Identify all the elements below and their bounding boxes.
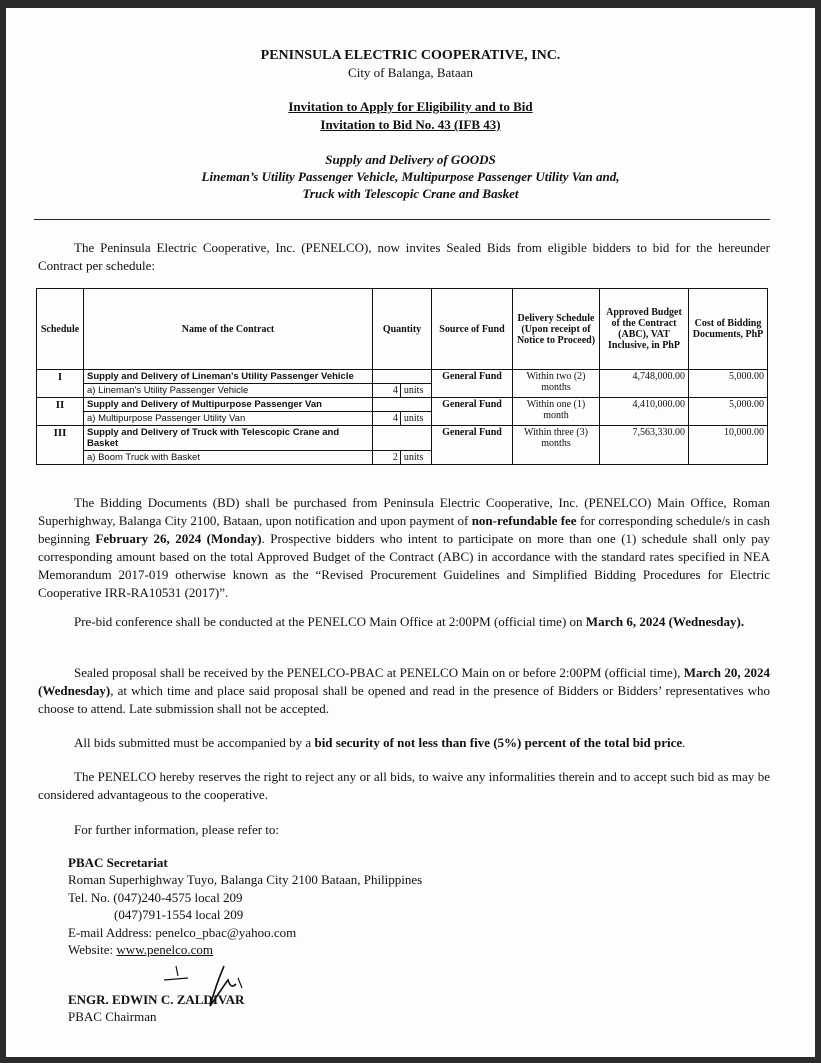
subject-line-2: Lineman’s Utility Passenger Vehicle, Multipurpose Passenger Utility Van and, — [201, 169, 620, 184]
item-unit: units — [400, 412, 431, 426]
invitation-number: Invitation to Bid No. 43 (IFB 43) — [320, 117, 501, 132]
contact-website-line — [68, 941, 422, 958]
header-quantity: Quantity — [373, 289, 432, 370]
further-info-paragraph: For further information, please refer to: — [74, 822, 280, 837]
organization-name: PENINSULA ELECTRIC COOPERATIVE, INC. — [260, 48, 561, 63]
empty-cell — [373, 370, 432, 384]
source-of-fund: General Fund — [432, 398, 513, 426]
bid-schedule-table — [36, 288, 768, 465]
item-unit: units — [400, 451, 431, 465]
header-abc: Approved Budget of the Contract (ABC), VAT Inclusive, in PhP — [600, 289, 689, 370]
empty-cell — [373, 398, 432, 412]
prebid-paragraph — [38, 613, 770, 631]
security-text-2: . — [682, 735, 686, 750]
header-source-of-fund: Source of Fund — [432, 289, 513, 370]
prebid-text: Pre-bid conference shall be conducted at the PENELCO Main Office at 2:00PM (official time) on — [74, 614, 586, 629]
contract-name: Supply and Delivery of Multipurpose Passenger Van — [84, 398, 373, 412]
website-link[interactable]: www.penelco.com — [116, 942, 214, 958]
signature-mark — [154, 958, 274, 1018]
contact-title: PBAC Secretariat — [68, 855, 168, 870]
subject-line-3: Truck with Telescopic Crane and Basket — [302, 186, 519, 201]
source-of-fund: General Fund — [432, 370, 513, 398]
sealed-text-2: , at which time and place said proposal shall be opened and read in the presence of Bidders or Bidders’ representatives who choose to attend. Late submission shall not be accepted. — [38, 683, 770, 716]
table-row — [37, 370, 768, 384]
item-quantity: 2 — [373, 451, 401, 465]
intro-paragraph: The Peninsula Electric Cooperative, Inc. (PENELCO), now invites Sealed Bids from eligible bidders to bid for the hereunder Contract per schedule: — [38, 240, 770, 273]
bidding-cost: 5,000.00 — [689, 370, 768, 398]
bd-text-1: The Bidding Documents (BD) shall be purchased from Peninsula Electric Cooperative, Inc. (PENELCO) Main Office, Roman Superhighway, Balanga City 2100, Bataan, upon notification and upon payment of — [38, 495, 770, 528]
contact-tel-1: Tel. No. (047)240-4575 local 209 — [68, 889, 243, 905]
bd-text-2: for corresponding schedule/s in cash beginning — [38, 513, 770, 546]
security-bold: bid security of not less than five (5%) percent of the total bid price — [314, 735, 683, 750]
reservation-paragraph: The PENELCO hereby reserves the right to reject any or all bids, to waive any informalities therein and to accept such bid as may be considered advantageous to the cooperative. — [38, 769, 770, 802]
organization-city: City of Balanga, Bataan — [348, 65, 473, 80]
item-unit: units — [400, 384, 431, 398]
schedule-number: II — [37, 398, 84, 426]
contract-item: a) Boom Truck with Basket — [84, 451, 373, 465]
source-of-fund: General Fund — [432, 426, 513, 465]
empty-cell — [373, 426, 432, 451]
approved-budget: 7,563,330.00 — [600, 426, 689, 465]
sealed-text-1: Sealed proposal shall be received by the PENELCO-PBAC at PENELCO Main on or before 2:00PM (official time), — [74, 665, 684, 680]
invitation-title: Invitation to Apply for Eligibility and to Bid — [288, 99, 533, 114]
bidding-cost: 5,000.00 — [689, 398, 768, 426]
bd-date-bold: February 26, 2024 (Monday) — [95, 531, 262, 546]
prebid-date-bold: March 6, 2024 (Wednesday). — [585, 614, 745, 629]
table-row — [37, 426, 768, 451]
contract-name: Supply and Delivery of Truck with Telescopic Crane and Basket — [84, 426, 373, 451]
subject-line-1: Supply and Delivery of GOODS — [325, 152, 496, 167]
header-contract-name: Name of the Contract — [84, 289, 373, 370]
contact-email: E-mail Address: penelco_pbac@yahoo.com — [68, 924, 297, 940]
signatory-title: PBAC Chairman — [68, 1009, 157, 1024]
delivery-schedule: Within two (2) months — [513, 370, 600, 398]
delivery-schedule: Within three (3) months — [513, 426, 600, 465]
sealed-proposal-paragraph — [38, 664, 770, 718]
contract-name: Supply and Delivery of Lineman's Utility Passenger Vehicle — [84, 370, 373, 384]
header-divider — [34, 219, 770, 220]
sealed-date-bold: March 20, 2024 (Wednesday) — [38, 665, 771, 698]
bidding-cost: 10,000.00 — [689, 426, 768, 465]
item-quantity: 4 — [373, 384, 401, 398]
approved-budget: 4,748,000.00 — [600, 370, 689, 398]
schedule-number: I — [37, 370, 84, 398]
contact-block — [68, 854, 422, 958]
security-text-1: All bids submitted must be accompanied by a — [74, 735, 315, 750]
header-bidding-cost: Cost of Bidding Documents, PhP — [689, 289, 768, 370]
bid-security-paragraph — [38, 734, 770, 752]
contact-tel-2: (047)791-1554 local 209 — [114, 907, 244, 923]
signatory-name: ENGR. EDWIN C. ZALDIVAR — [68, 992, 245, 1007]
table-row — [37, 398, 768, 412]
contract-item: a) Multipurpose Passenger Utility Van — [84, 412, 373, 426]
item-quantity: 4 — [373, 412, 401, 426]
contact-address: Roman Superhighway Tuyo, Balanga City 2100 Bataan, Philippines — [68, 872, 423, 888]
bd-fee-bold: non-refundable fee — [471, 513, 577, 528]
website-label: Website: — [68, 942, 117, 958]
bidding-documents-paragraph — [38, 494, 770, 602]
table-header-row — [37, 289, 768, 370]
header-delivery-schedule: Delivery Schedule (Upon receipt of Notice to Proceed) — [513, 289, 600, 370]
document-page — [6, 8, 815, 1057]
delivery-schedule: Within one (1) month — [513, 398, 600, 426]
header-schedule: Schedule — [37, 289, 84, 370]
schedule-number: III — [37, 426, 84, 465]
approved-budget: 4,410,000.00 — [600, 398, 689, 426]
bd-text-3: . Prospective bidders who intent to participate on more than one (1) schedule shall only pay corresponding amount based on the total Approved Budget of the Contract (ABC) in accordance with the standard rates specified in NEA Memorandum 2017-019 otherwise known as the “Revised Procurement Guidelines and Simplified Bidding Procedures for Electric Cooperative IRR-RA10531 (2017)”. — [38, 531, 770, 600]
contract-item: a) Lineman's Utility Passenger Vehicle — [84, 384, 373, 398]
